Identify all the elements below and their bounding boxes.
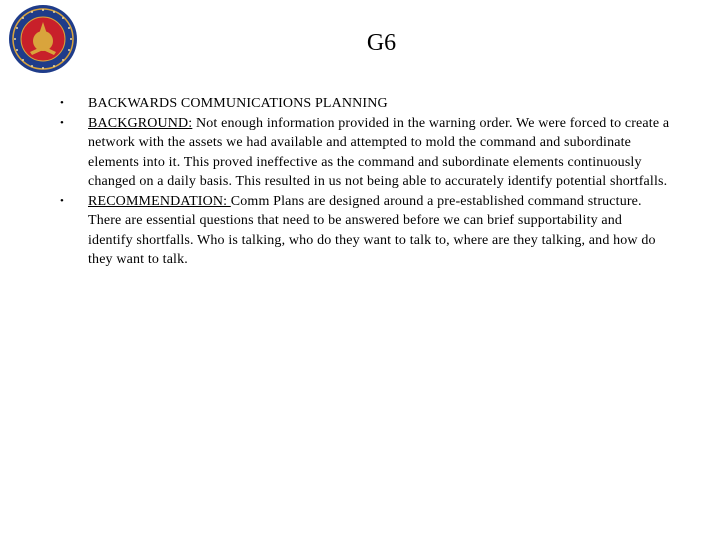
bullet-item-recommendation — [60, 192, 670, 270]
background-label: BACKGROUND: — [88, 115, 193, 131]
bullet-icon: • — [60, 97, 65, 109]
recommendation-label: RECOMMENDATION: — [88, 193, 231, 209]
bullet-text: BACKWARDS COMMUNICATIONS PLANNING — [88, 96, 388, 111]
bullet-list — [60, 94, 670, 270]
bullet-icon: • — [60, 116, 65, 129]
bullet-item-background — [60, 114, 670, 192]
slide-title: G6 — [366, 30, 397, 56]
bullet-item-heading — [60, 94, 670, 114]
recommendation-text: Comm Plans are designed around a pre-established command structure. There are essential questions that need to be answered before we can brief supportability and identify shortfalls. Who is talking, who do they want to talk to, where are they talking, and how do they want to talk. — [88, 193, 656, 267]
background-text: Not enough information provided in the warning order. We were forced to create a network with the assets we had available and attempted to mold the command and subordinate elements into it. This proved ineffective as the command and subordinate elements continuously changed on a daily basis. This resulted in us not being able to accurately identify potential shortfalls. — [88, 115, 670, 189]
bullet-icon: • — [60, 194, 65, 207]
